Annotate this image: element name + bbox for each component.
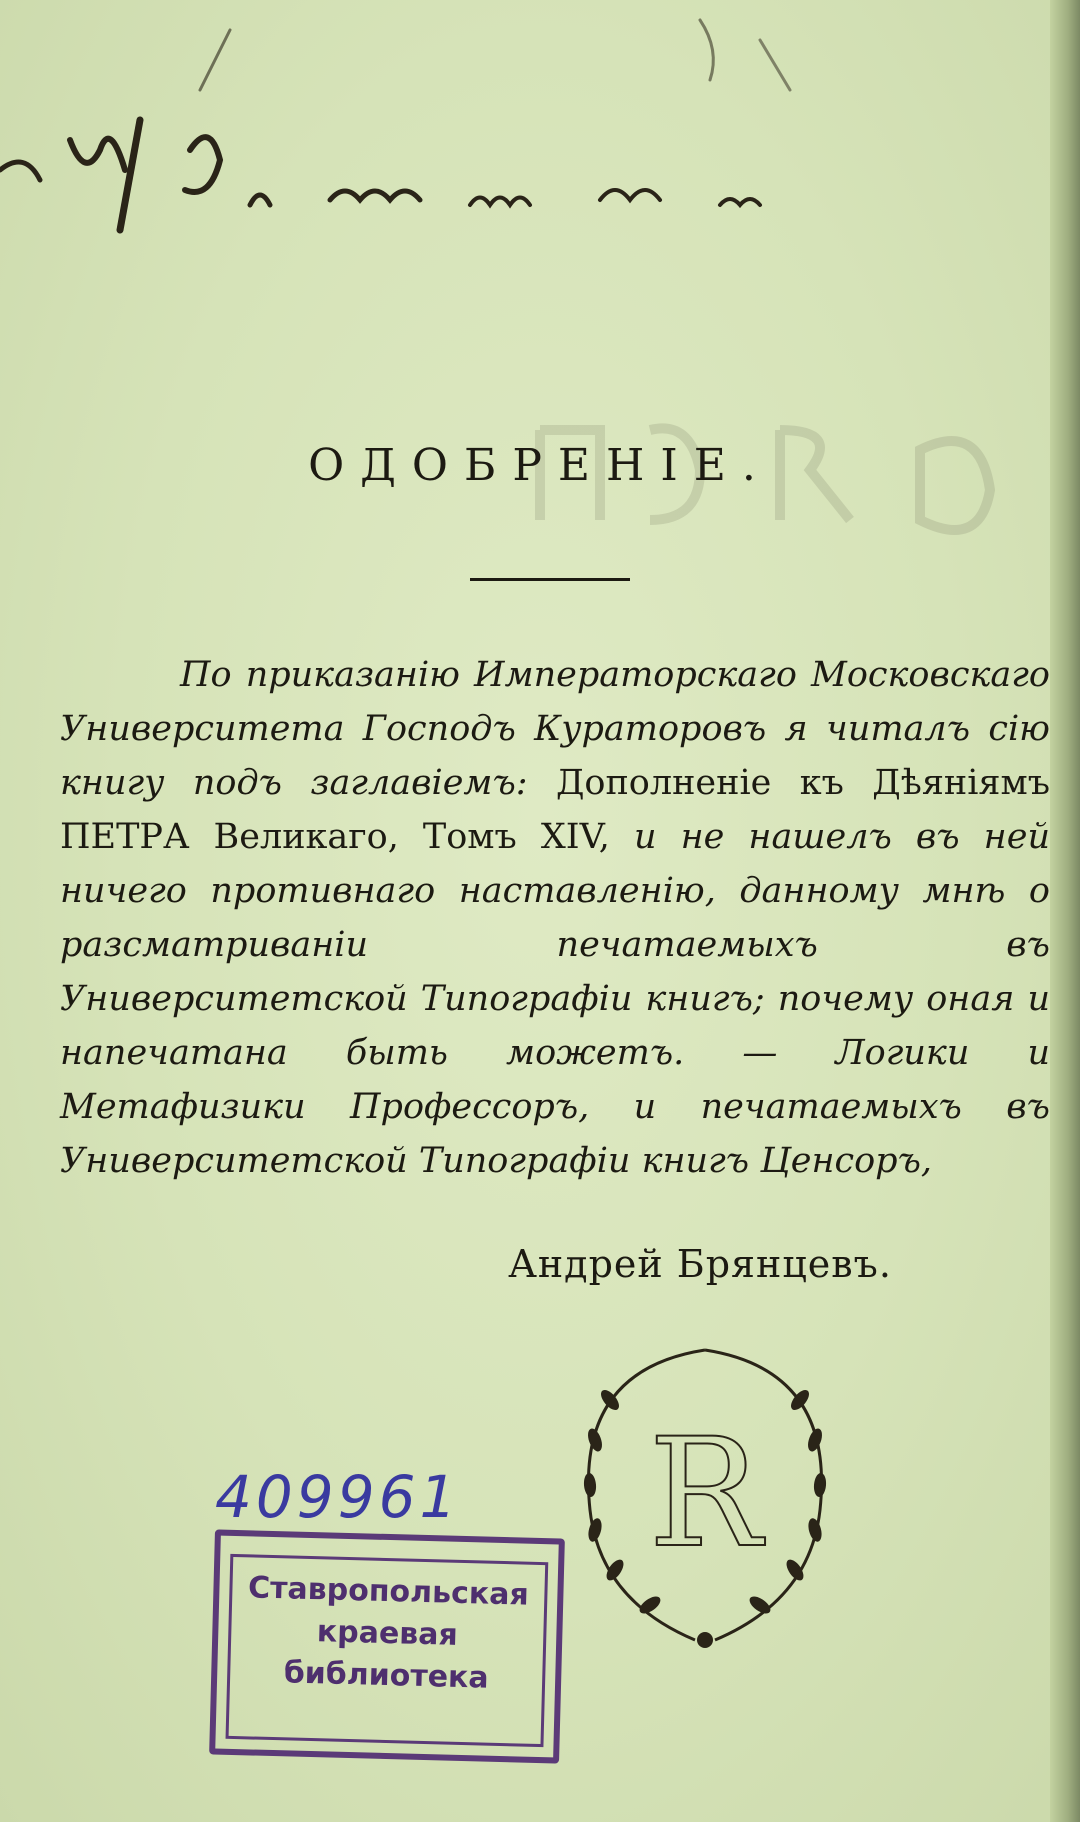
handwritten-marks-top	[0, 0, 1080, 290]
stamp-line-2: краевая	[316, 1614, 459, 1653]
library-stamp	[209, 1529, 565, 1763]
book-title-text: Дополненіе къ Дѣяніямъ ПЕТРА Великаго, Томъ XIV,	[60, 763, 1050, 857]
stamp-line-3: библиотека	[283, 1655, 490, 1696]
stamp-line-1: Ставропольская	[247, 1570, 530, 1613]
monogram-letter: R	[648, 1407, 762, 1581]
approval-text	[60, 648, 1050, 1188]
heading-rule	[470, 578, 630, 581]
approval-text-part-1: По приказанію Императорскаго Московскаго Университета Господъ Кураторовъ я читалъ сію книгу подъ заглавіемъ:	[60, 655, 1050, 803]
laurel-wreath-monogram	[570, 1330, 840, 1660]
censor-signature: Андрей Брянцевъ.	[508, 1242, 892, 1286]
approval-heading: ОДОБРЕНІЕ.	[308, 440, 772, 491]
show-through-text	[500, 250, 1060, 550]
accession-number-text: 409961	[215, 1463, 461, 1531]
handwritten-accession-number	[210, 1455, 480, 1535]
library-stamp-inner	[226, 1554, 549, 1747]
approval-text-part-2: и не нашелъ въ ней ничего противнаго наставленію, данному мнѣ о разсматриваніи печатаемыхъ въ Университетской Типографіи книгъ; почему оная и напечатана быть можетъ. — Логики и Метафизики Профессоръ, и печатаемыхъ въ Университетской Типографіи книгъ Ценсоръ,	[60, 817, 1050, 1181]
